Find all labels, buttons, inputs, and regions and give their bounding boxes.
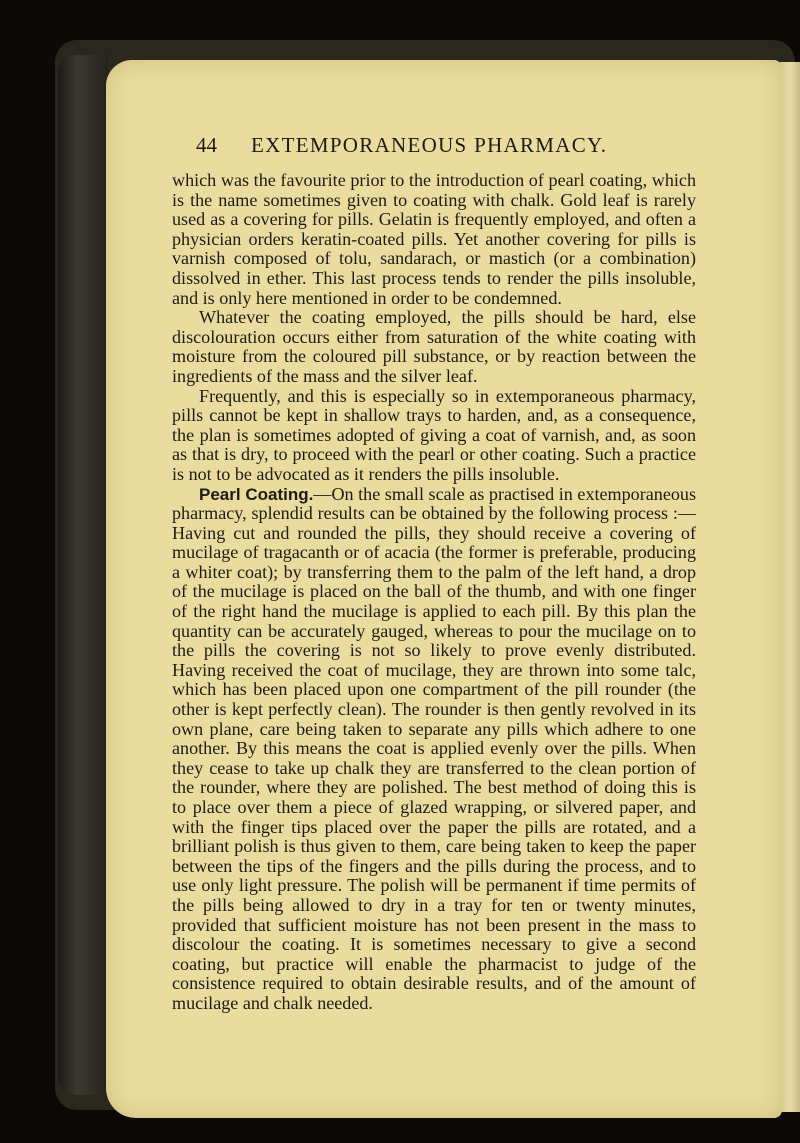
page-header — [196, 133, 716, 163]
paragraph: Frequently, and this is especially so in extemporaneous pharmacy, pills cannot be kept in shallow trays to harden, and, as a consequence, the plan is sometimes adopted of giving a coat of varnish, and, as soon as that is dry, to proceed with the pearl or other coating. Such a practice is not to be advocated as it renders the pills insoluble. — [172, 385, 696, 484]
section-heading: Pearl Coating. — [199, 484, 314, 504]
book-spine — [58, 55, 108, 1095]
page-number: 44 — [196, 133, 217, 157]
page-stack-edge — [780, 62, 800, 1112]
paragraph: Whatever the coating employed, the pills should be hard, else discolouration occurs either from saturation of the white coating with moisture from the coloured pill substance, or by reaction between the ingredients of the mass and the silver leaf. — [172, 307, 696, 386]
page-body — [172, 171, 696, 1014]
paragraph: which was the favourite prior to the introduction of pearl coating, which is the name sometimes given to coating with chalk. Gold leaf is rarely used as a covering for pills. Gelatin is frequently employed, and often a physician orders keratin-coated pills. Yet another covering for pills is varnish composed of tolu, sandarach, or mastich (or a combination) dissolved in ether. This last process tends to render the pills insoluble, and is only here mentioned in order to be condemned. — [172, 170, 696, 308]
paragraph — [172, 485, 696, 1014]
paragraph-text: —On the small scale as practised in extemporaneous pharmacy, splendid results can be obtained by the following process :—Having cut and rounded the pills, they should receive a covering of mucilage of tragacanth or of acacia (the former is preferable, producing a whiter coat); by transferring them to the palm of the left hand, a drop of the mucilage is placed on the ball of the thumb, and with one finger of the right hand the mucilage is applied to each pill. By this plan the quantity can be accurately gauged, whereas to pour the mucilage on to the pills the covering is not so likely to prove evenly distributed. Having received the coat of mucilage, they are thrown into some talc, which has been placed upon one compartment of the pill rounder (the other is kept perfectly clean). The rounder is then gently revolved in its own plane, care being taken to separate any pills which adhere to one another. By this means the coat is applied evenly over the pills. When they cease to take up chalk they are transferred to the clean portion of the rounder, where they are polished. The best method of doing this is to place over them a piece of glazed wrapping, or silvered paper, and with the finger tips placed over the paper the pills are rotated, and a brilliant polish is thus given to them, care being taken to keep the paper between the tips of the fingers and the pills during the process, and to use only light pressure. The polish will be permanent if time permits of the pills being allowed to dry in a tray for ten or twenty minutes, provided that sufficient moisture has not been present in the mass to discolour the coating. It is sometimes necessary to give a second coating, but practice will enable the pharmacist to judge of the consistence required to obtain desirable results, and of the amount of mucilage and chalk needed. — [172, 483, 696, 1013]
running-title: EXTEMPORANEOUS PHARMACY. — [251, 133, 608, 157]
